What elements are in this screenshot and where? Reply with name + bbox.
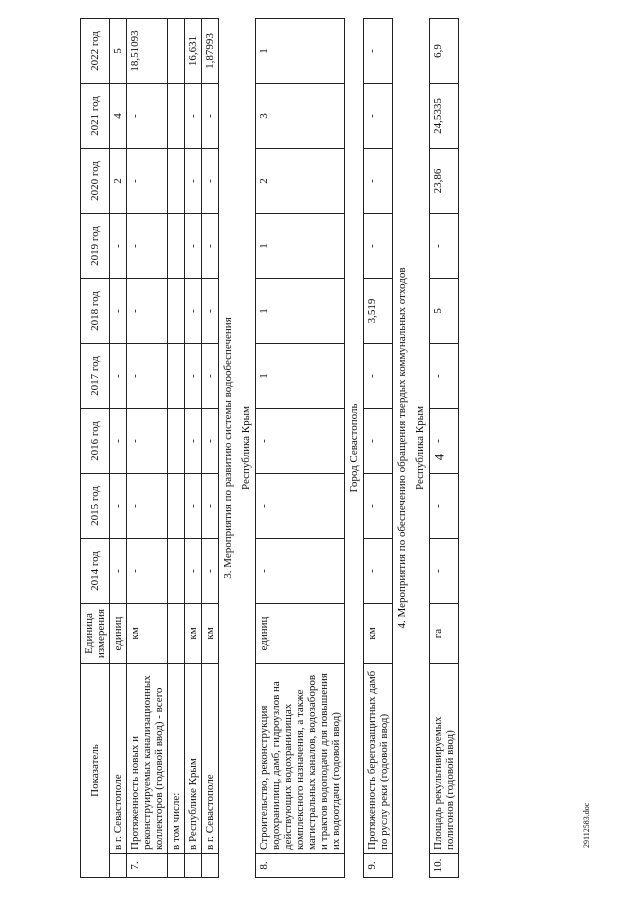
table-cell: 6,9 xyxy=(430,19,459,84)
table-cell: - xyxy=(185,84,202,149)
table-cell: - xyxy=(127,149,168,214)
table-cell: 2 xyxy=(110,149,127,214)
table-row xyxy=(185,19,202,878)
rotated-table-wrapper xyxy=(80,18,620,878)
table-cell: 10. xyxy=(430,854,459,878)
table-cell: - xyxy=(430,344,459,409)
table-cell: единиц xyxy=(110,604,127,664)
header-year: 2018 год xyxy=(81,279,110,344)
table-cell: - xyxy=(256,409,345,474)
table-cell: км xyxy=(202,604,219,664)
table-cell xyxy=(168,474,185,539)
region-heading xyxy=(237,19,256,878)
table-cell: 1 xyxy=(256,19,345,84)
table-cell: - xyxy=(127,474,168,539)
header-year: 2014 год xyxy=(81,539,110,604)
footer-filename: 2911258З.doc xyxy=(582,802,591,848)
table-cell: в Республике Крым xyxy=(185,664,202,854)
table-cell: - xyxy=(364,214,393,279)
table-cell: - xyxy=(185,214,202,279)
table-cell: 7. xyxy=(127,854,168,878)
table-cell: - xyxy=(127,84,168,149)
table-row xyxy=(202,19,219,878)
table-cell: - xyxy=(364,539,393,604)
header-year: 2021 год xyxy=(81,84,110,149)
table-cell xyxy=(168,854,185,878)
table-row xyxy=(168,19,185,878)
table-cell: - xyxy=(110,409,127,474)
table-cell: - xyxy=(202,409,219,474)
table-cell: 5 xyxy=(110,19,127,84)
table-cell: - xyxy=(364,409,393,474)
region-heading-text: Республика Крым xyxy=(414,406,426,490)
table-row xyxy=(364,19,393,878)
table-cell: 23,86 xyxy=(430,149,459,214)
table-cell: - xyxy=(110,214,127,279)
table-cell: единиц xyxy=(256,604,345,664)
table-cell: - xyxy=(430,474,459,539)
table-cell: - xyxy=(127,344,168,409)
table-cell xyxy=(202,854,219,878)
table-cell: 8. xyxy=(256,854,345,878)
table-cell: Протяженность берегозащитных дамб по руслу реки (годовой ввод) xyxy=(364,664,393,854)
region-heading-text: Республика Крым xyxy=(240,406,252,490)
table-cell xyxy=(168,84,185,149)
header-year: 2019 год xyxy=(81,214,110,279)
indicators-table xyxy=(80,18,459,878)
table-cell: 1,87993 xyxy=(202,19,219,84)
table-cell: - xyxy=(430,539,459,604)
section-heading xyxy=(393,19,412,878)
table-cell: - xyxy=(430,409,459,474)
table-cell: - xyxy=(202,279,219,344)
header-row xyxy=(81,19,110,878)
table-cell: - xyxy=(127,279,168,344)
header-year: 2020 год xyxy=(81,149,110,214)
table-cell: - xyxy=(185,149,202,214)
table-cell: - xyxy=(364,474,393,539)
table-cell: км xyxy=(364,604,393,664)
table-cell: в г. Севастополе xyxy=(202,664,219,854)
region-heading xyxy=(345,19,364,878)
table-cell: Площадь рекультивируемых полигонов (годовой ввод) xyxy=(430,664,459,854)
table-row xyxy=(256,19,345,878)
table-cell: га xyxy=(430,604,459,664)
table-cell xyxy=(110,854,127,878)
table-cell: в том числе: xyxy=(168,664,185,854)
table-cell: - xyxy=(110,344,127,409)
table-cell: - xyxy=(256,474,345,539)
table-cell: - xyxy=(202,539,219,604)
table-cell: км xyxy=(185,604,202,664)
table-cell: 3,519 xyxy=(364,279,393,344)
header-unit: Единица измерения xyxy=(81,604,110,664)
table-cell: Протяженность новых и реконструируемых канализационных коллекторов (годовой ввод) - всего xyxy=(127,664,168,854)
table-cell: 16,631 xyxy=(185,19,202,84)
table-cell: 2 xyxy=(256,149,345,214)
table-cell: - xyxy=(430,214,459,279)
table-cell: - xyxy=(185,539,202,604)
table-cell xyxy=(168,149,185,214)
table-cell: - xyxy=(110,474,127,539)
table-cell: - xyxy=(202,474,219,539)
table-row xyxy=(430,19,459,878)
region-heading xyxy=(411,19,430,878)
region-heading-text: Город Севастополь xyxy=(348,403,360,493)
table-cell xyxy=(168,214,185,279)
table-cell xyxy=(168,604,185,664)
table-cell xyxy=(168,409,185,474)
table-cell: 1 xyxy=(256,344,345,409)
table-cell: 1 xyxy=(256,214,345,279)
page-number: 4 xyxy=(431,453,447,461)
table-cell: - xyxy=(364,149,393,214)
table-cell xyxy=(168,344,185,409)
header-year: 2016 год xyxy=(81,409,110,474)
table-cell xyxy=(168,539,185,604)
table-cell: 4 xyxy=(110,84,127,149)
header-year: 2015 год xyxy=(81,474,110,539)
table-cell: км xyxy=(127,604,168,664)
table-cell: 3 xyxy=(256,84,345,149)
table-cell: - xyxy=(202,149,219,214)
table-cell: - xyxy=(185,409,202,474)
table-cell: 18,51093 xyxy=(127,19,168,84)
table-cell xyxy=(168,19,185,84)
table-cell: - xyxy=(185,344,202,409)
section-heading xyxy=(219,19,238,878)
table-cell xyxy=(185,854,202,878)
table-cell: 1 xyxy=(256,279,345,344)
table-row xyxy=(110,19,127,878)
table-cell: - xyxy=(202,84,219,149)
table-cell: - xyxy=(364,19,393,84)
table-cell: Строительство, реконструкция водохранилищ, дамб, гидроузлов на действующих водохранилищах комплексного назначения, а также магистральных каналов, водозаборов и трактов водоподачи для повышения их водоотдачи (годовой ввод) xyxy=(256,664,345,854)
table-cell: - xyxy=(256,539,345,604)
table-cell: - xyxy=(364,344,393,409)
table-cell: - xyxy=(364,84,393,149)
table-cell: - xyxy=(110,539,127,604)
table-cell: в г. Севастополе xyxy=(110,664,127,854)
header-indicator: Показатель xyxy=(81,664,110,878)
table-cell: 5 xyxy=(430,279,459,344)
table-cell: - xyxy=(185,474,202,539)
table-cell: - xyxy=(202,214,219,279)
table-cell: - xyxy=(202,344,219,409)
table-row xyxy=(127,19,168,878)
table-cell xyxy=(168,279,185,344)
header-year: 2017 год xyxy=(81,344,110,409)
table-cell: - xyxy=(127,409,168,474)
section-heading-text: 3. Мероприятия по развитию системы водообеспечения xyxy=(222,317,234,579)
section-heading-text: 4. Мероприятия по обеспечению обращения твердых коммунальных отходов xyxy=(396,267,408,629)
table-cell: - xyxy=(127,214,168,279)
table-cell: 24,5335 xyxy=(430,84,459,149)
header-year: 2022 год xyxy=(81,19,110,84)
table-cell: - xyxy=(110,279,127,344)
table-cell: 9. xyxy=(364,854,393,878)
table-cell: - xyxy=(185,279,202,344)
table-body xyxy=(110,19,459,878)
table-cell: - xyxy=(127,539,168,604)
